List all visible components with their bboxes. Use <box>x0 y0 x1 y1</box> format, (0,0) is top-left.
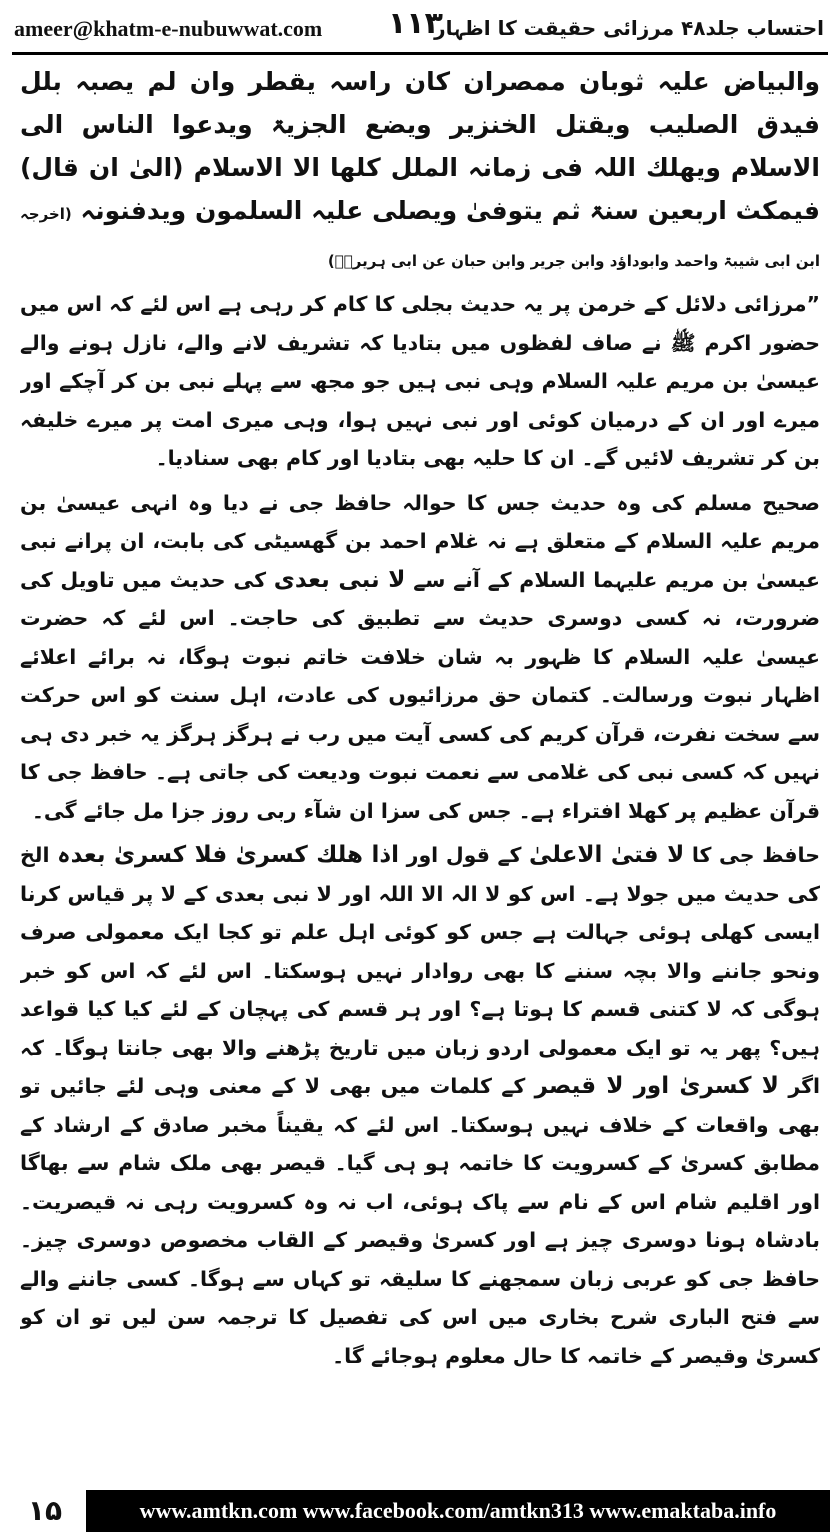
kisra-text-mid: کے قول اور <box>406 843 522 867</box>
page-body <box>20 60 820 1480</box>
kisra-text-end: کے کلمات میں بھی لا کے معنی وہی لئے جائیں تو بھی واقعات کے خلاف نہیں ہوسکتا۔ اس لئے کہ یقیناً مخبر صادق کے ارشاد کے مطابق کسریٰ کے کسرویت کا خاتمہ ہو ہی گیا۔ قیصر بھی ملک شام سے بھاگا اور اقلیم شام اس کے نام سے پاک ہوئی، اب نہ وہ کسرویت رہی نہ قیصریت۔ بادشاہ ہونا دوسری چیز ہے اور کسریٰ وقیصر کے القاب مخصوص دوسری چیز۔ حافظ جی کو عربی زبان سمجھنے کا سلیقہ تو کہاں سے ہوگا۔ کسی جاننے والے سے فتح الباری شرح بخاری میں اس کی تفصیل کا ترجمہ سن لیں تو ان کو کسریٰ وقیصر کے خاتمہ کا حال معلوم ہوجائے گا۔ <box>20 1074 820 1368</box>
header-title: احتساب جلد۴۸ مرزائی حقیقت کا اظہار <box>434 16 824 40</box>
arabic-hadith-text: والبیاض علیہ ثوبان ممصران کان راسہ یقطر وان لم یصبہ بلل فیدق الصلیب ویقتل الخنزیر ویضع الجزیۃ ویدعوا الناس الی الاسلام ویھلك اللہ فی زمانہ الملل کلھا الا الاسلام (الیٰ ان قال) فیمکث اربعین سنۃ ثم یتوفیٰ ویصلی علیہ السلمون ویدفنونہ <box>20 67 820 225</box>
header-divider <box>12 52 828 55</box>
page-header <box>12 4 828 54</box>
header-email: ameer@khatm-e-nubuwwat.com <box>14 16 323 41</box>
page-footer <box>10 1490 830 1534</box>
sahih-muslim-text-end: کی حدیث میں تاویل کی ضرورت، نہ کسی دوسری حدیث سے تطبیق کی حاجت۔ اس لئے کہ حضرت عیسیٰ علیہ السلام کا ظہور بہ شان خلافت خاتم نبوت ہوگا، نہ برائے اعلائے اظہار نبوت ورسالت۔ کتمان حق مرزائیوں کی عادت، اہل سنت کو اس حرکت سے سخت نفرت، قرآن کریم کی کسی آیت میں رب نے ہرگز ہرگز یہ خبر دی ہی نہیں کہ کسی نبی کی غلامی سے نعمت نبوت ودیعت کی جاتی ہے۔ حافظ جی کا قرآن عظیم پر کھلا افتراء ہے۔ جس کی سزا ان شآء ربی روز جزا مل جائے گی۔ <box>20 567 820 823</box>
explanation-paragraph <box>20 285 820 478</box>
la-fata-phrase: لا فتیٰ الاعلیٰ <box>529 842 685 868</box>
hadith-reference: (اخرجہ ابن ابی شیبۃ واحمد وابوداؤد وابن جریر وابن حبان عن ابی ہریرۃؓ) <box>20 205 820 270</box>
kisra-text-start: حافظ جی کا <box>691 843 820 867</box>
kisra-qaisar-paragraph <box>20 836 820 1375</box>
la-kisra-qaisar-phrase: لا کسریٰ اور لا قیصر <box>534 1073 779 1099</box>
sahih-muslim-paragraph <box>20 484 820 831</box>
kisra-hadith-phrase: اذا ھلك کسریٰ فلا کسریٰ بعدہ <box>57 842 400 868</box>
header-page-number: ۱۱۳ <box>388 6 443 41</box>
la-nabi-badi-phrase: لا نبی بعدی <box>273 566 406 593</box>
kisra-text-rest: الخ کی حدیث میں جولا ہے۔ اس کو لا الہ الا اللہ اور لا نبی بعدی کے لا پر قیاس کرنا ایسی کھلی ہوئی جہالت ہے جس کو کوئی اہل علم تو کجا ایک معمولی صرف ونحو جاننے والا بچہ سننے کا بھی روادار نہیں ہوسکتا۔ اس لئے کہ اس کو خبر ہوگی کہ لا کتنی قسم کا ہوتا ہے؟ اور ہر قسم کی پہچان کے لئے کیا کیا قواعد ہیں؟ پھر یہ تو ایک معمولی اردو زبان میں تاریخ پڑھنے والا بھی جانتا ہوگا۔ کہ اگر <box>20 843 820 1098</box>
footer-page-number: ۱۵ <box>27 1494 63 1527</box>
explanation-text: ”مرزائی دلائل کے خرمن پر یہ حدیث بجلی کا کام کر رہی ہے اس لئے کہ اس میں حضور اکرم ﷺ نے صاف لفظوں میں بتادیا کہ تشریف لانے والے، نازل ہونے والے عیسیٰ بن مریم علیہ السلام وہی نبی ہیں جو مجھ سے پہلے نبی بن کر آچکے اور میرے اور ان کے درمیان کوئی اور نبی نہیں ہوا، وہی میری امت پر میرے خلیفہ بن کر تشریف لائیں گے۔ ان کا حلیہ بھی بتادیا اور کام بھی سنادیا۔ <box>20 292 820 470</box>
arabic-hadith-paragraph <box>20 60 820 283</box>
sahih-muslim-text-start: صحیح مسلم کی وہ حدیث جس کا حوالہ حافظ جی نے دیا وہ انہی عیسیٰ بن مریم علیہ السلام کے متعلق ہے نہ غلام احمد بن گھسیٹی کی بابت، ان پرانے نبی عیسیٰ بن مریم علیہما السلام کے آنے سے <box>20 490 820 592</box>
footer-links: www.amtkn.com www.facebook.com/amtkn313 www.emaktaba.info <box>86 1490 830 1532</box>
